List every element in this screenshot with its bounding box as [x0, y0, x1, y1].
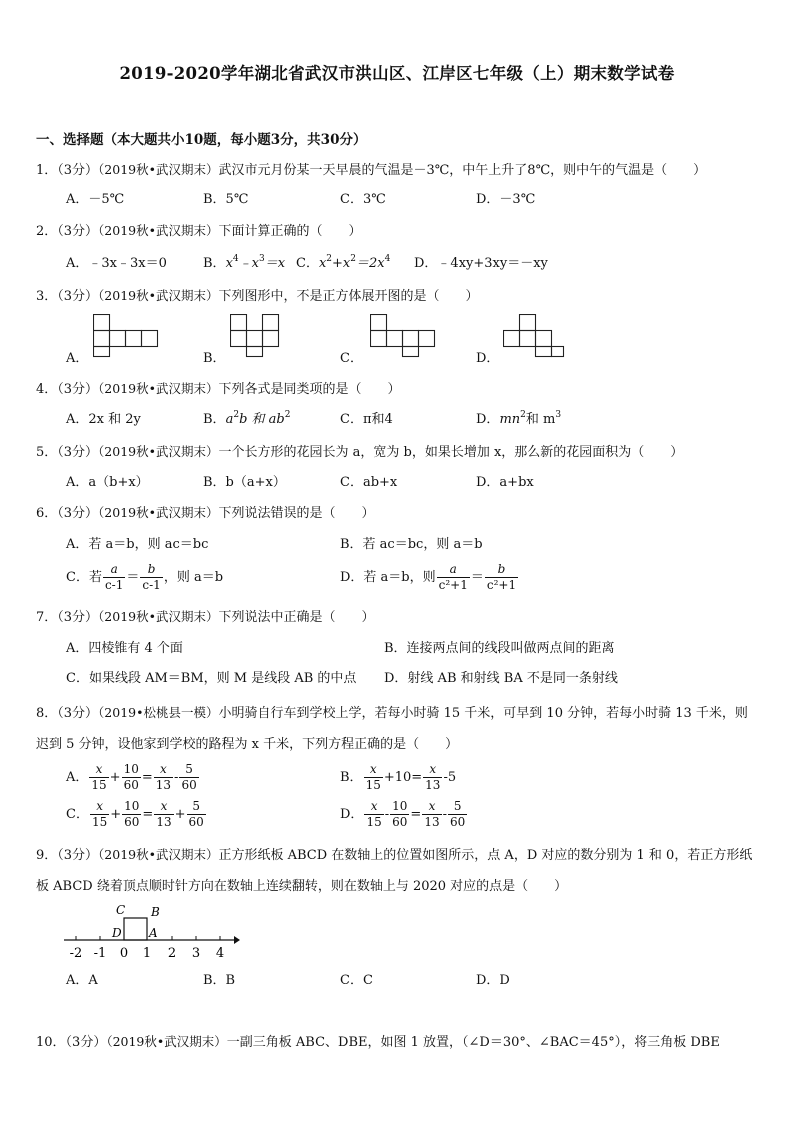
q1-option-d: D．－3℃ — [476, 192, 536, 207]
q8-option-a: A． $\frac{x}{15}$ + $\frac{10}{60}$ = $\frac{x}{13}$ - $\frac{5}{60}$ — [66, 762, 197, 792]
square-board — [124, 918, 147, 940]
section-heading: 一、选择题（本大题共小10题，每小题3分，共30分） — [36, 132, 367, 148]
question-text: 武汉市元月份某一天早晨的气温是－3℃，中午上升了8℃，则中午的气温是（ ） — [218, 163, 707, 178]
q5-option-d: D．a+bx — [476, 475, 534, 490]
q4-option-d: D．$mn^2$和 $m^3$ — [476, 410, 562, 427]
question-6 — [36, 504, 758, 523]
question-text: 一副三角板 ABC、DBE，如图 1 放置，（∠D＝30°、∠BAC＝45°），将三角板 DBE — [226, 1035, 720, 1050]
q6-option-c: C．若 $\frac{a}{c-1}$ ＝ $\frac{b}{c-1}$ ，则 a＝b — [66, 562, 224, 592]
q4-option-c: C．π和4 — [340, 412, 393, 427]
q2-option-d: D．﹣4xy+3xy＝－xy — [414, 256, 548, 271]
tick-label: -1 — [93, 946, 107, 961]
point-label-b: B — [151, 905, 160, 919]
question-source: （2019秋•武汉期末） — [98, 609, 219, 624]
arrow-icon — [234, 936, 240, 944]
question-1 — [36, 161, 758, 180]
tick-label: 4 — [215, 946, 225, 961]
tick-label: 0 — [119, 946, 129, 961]
tick-label: 1 — [142, 946, 152, 961]
q7-option-b: B．连接两点间的线段叫做两点间的距离 — [384, 641, 615, 656]
q3-option-b-label: B． — [203, 351, 226, 366]
q7-option-d: D．射线 AB 和射线 BA 不是同一条射线 — [384, 671, 618, 686]
q8-option-b: B． $\frac{x}{15}$ +10= $\frac{x}{13}$ -5 — [340, 762, 457, 792]
q3-option-a-label: A． — [66, 351, 89, 366]
point-label-a: A — [149, 926, 158, 940]
q1-option-b: B．5℃ — [203, 192, 249, 207]
question-9 — [36, 839, 758, 902]
question-text: 下列图形中，不是正方体展开图的是（ ） — [218, 289, 479, 304]
q4-option-a: A．2x 和 2y — [66, 412, 141, 427]
question-source: （2019秋•武汉期末） — [98, 847, 219, 862]
point-label-d: D — [112, 926, 122, 940]
q2-option-b: B．$x^4﹣x^3=x$ — [203, 254, 286, 271]
question-number: 9．（3分） — [36, 848, 99, 863]
question-3 — [36, 287, 758, 306]
q2-option-c: C．$x^2+x^2=2x^4$ — [296, 254, 391, 271]
question-number: 6．（3分） — [36, 506, 99, 521]
q3-option-d-label: D． — [476, 351, 500, 366]
question-source: （2019秋•武汉期末） — [106, 1034, 227, 1049]
net-figure-c — [370, 314, 438, 358]
question-text: 下面计算正确的（ ） — [218, 224, 362, 239]
question-number: 3．（3分） — [36, 289, 99, 304]
question-text: 小明骑自行车到学校上学，若每小时骑 15 千米，可早到 10 分钟，若每小时骑 13 千米，则迟到 5 分钟，设他家到学校的路程为 x 千米，下列方程正确的是（ ） — [36, 706, 748, 752]
point-label-c: C — [116, 903, 126, 917]
question-10 — [36, 1033, 758, 1052]
q4-option-b: B．$a^2b$ 和 $ab^2$ — [203, 410, 291, 427]
net-figure-d — [503, 314, 567, 358]
question-source: （2019秋•武汉期末） — [98, 444, 219, 459]
q5-option-a: A．a（b+x） — [66, 475, 149, 490]
q9-option-a: A．A — [66, 973, 98, 988]
q9-option-d: D．D — [476, 973, 510, 988]
question-number: 7．（3分） — [36, 610, 99, 625]
net-figure-a — [93, 314, 159, 358]
q8-option-c: C． $\frac{x}{15}$ + $\frac{10}{60}$ = $\frac{x}{13}$ + $\frac{5}{60}$ — [66, 799, 204, 829]
question-text: 一个长方形的花园长为 a，宽为 b，如果长增加 x，那么新的花园面积为（ ） — [218, 445, 684, 460]
q5-option-b: B．b（a+x） — [203, 475, 286, 490]
number-line-figure — [62, 900, 242, 962]
q6-option-b: B．若 ac＝bc，则 a＝b — [340, 537, 483, 552]
q1-option-a: A．－5℃ — [66, 192, 125, 207]
q6-option-d: D．若 a＝b，则 $\frac{a}{\text{c²+1}}$ ＝ $\frac{b}{\text{c²+1}}$ — [340, 562, 517, 592]
question-source: （2019秋•武汉期末） — [98, 223, 219, 238]
question-2 — [36, 222, 758, 241]
q2-option-a: A．﹣3x﹣3x＝0 — [66, 256, 167, 271]
net-figure-b — [230, 314, 282, 358]
question-number: 5．（3分） — [36, 445, 99, 460]
tick-label: 3 — [191, 946, 201, 961]
question-source: （2019秋•武汉期末） — [98, 288, 219, 303]
question-number: 10．（3分） — [36, 1035, 107, 1050]
q9-option-b: B．B — [203, 973, 236, 988]
question-4 — [36, 380, 758, 399]
question-number: 8．（3分） — [36, 706, 99, 721]
q3-option-c-label: C． — [340, 351, 363, 366]
q7-option-c: C．如果线段 AM＝BM，则 M 是线段 AB 的中点 — [66, 671, 357, 686]
question-source: （2019•松桃县一模） — [98, 705, 219, 720]
question-7 — [36, 608, 758, 627]
question-number: 4．（3分） — [36, 382, 99, 397]
question-source: （2019秋•武汉期末） — [98, 381, 219, 396]
question-text: 下列说法错误的是（ ） — [218, 506, 375, 521]
q5-option-c: C．ab+x — [340, 475, 398, 490]
question-source: （2019秋•武汉期末） — [98, 162, 219, 177]
q1-option-c: C．3℃ — [340, 192, 386, 207]
tick-label: -2 — [69, 946, 83, 961]
q7-option-a: A．四棱锥有 4 个面 — [66, 641, 183, 656]
question-8 — [36, 697, 758, 760]
question-number: 2．（3分） — [36, 224, 99, 239]
question-number: 1．（3分） — [36, 163, 99, 178]
page-title: 2019-2020学年湖北省武汉市洪山区、江岸区七年级（上）期末数学试卷 — [119, 64, 675, 83]
q8-option-d: D． $\frac{x}{15}$ - $\frac{10}{60}$ = $\frac{x}{13}$ - $\frac{5}{60}$ — [340, 799, 466, 829]
question-text: 下列说法中正确是（ ） — [218, 610, 375, 625]
question-source: （2019秋•武汉期末） — [98, 505, 219, 520]
question-text: 下列各式是同类项的是（ ） — [218, 382, 401, 397]
question-text: 正方形纸板 ABCD 在数轴上的位置如图所示，点 A，D 对应的数分别为 1 和 0，若正方形纸板 ABCD 绕着顶点顺时针方向在数轴上连续翻转，则在数轴上与 2020 对应的点是（ ） — [36, 848, 753, 894]
q9-option-c: C．C — [340, 973, 373, 988]
q6-option-a: A．若 a＝b，则 ac＝bc — [66, 537, 209, 552]
tick-label: 2 — [167, 946, 177, 961]
question-5 — [36, 443, 758, 462]
